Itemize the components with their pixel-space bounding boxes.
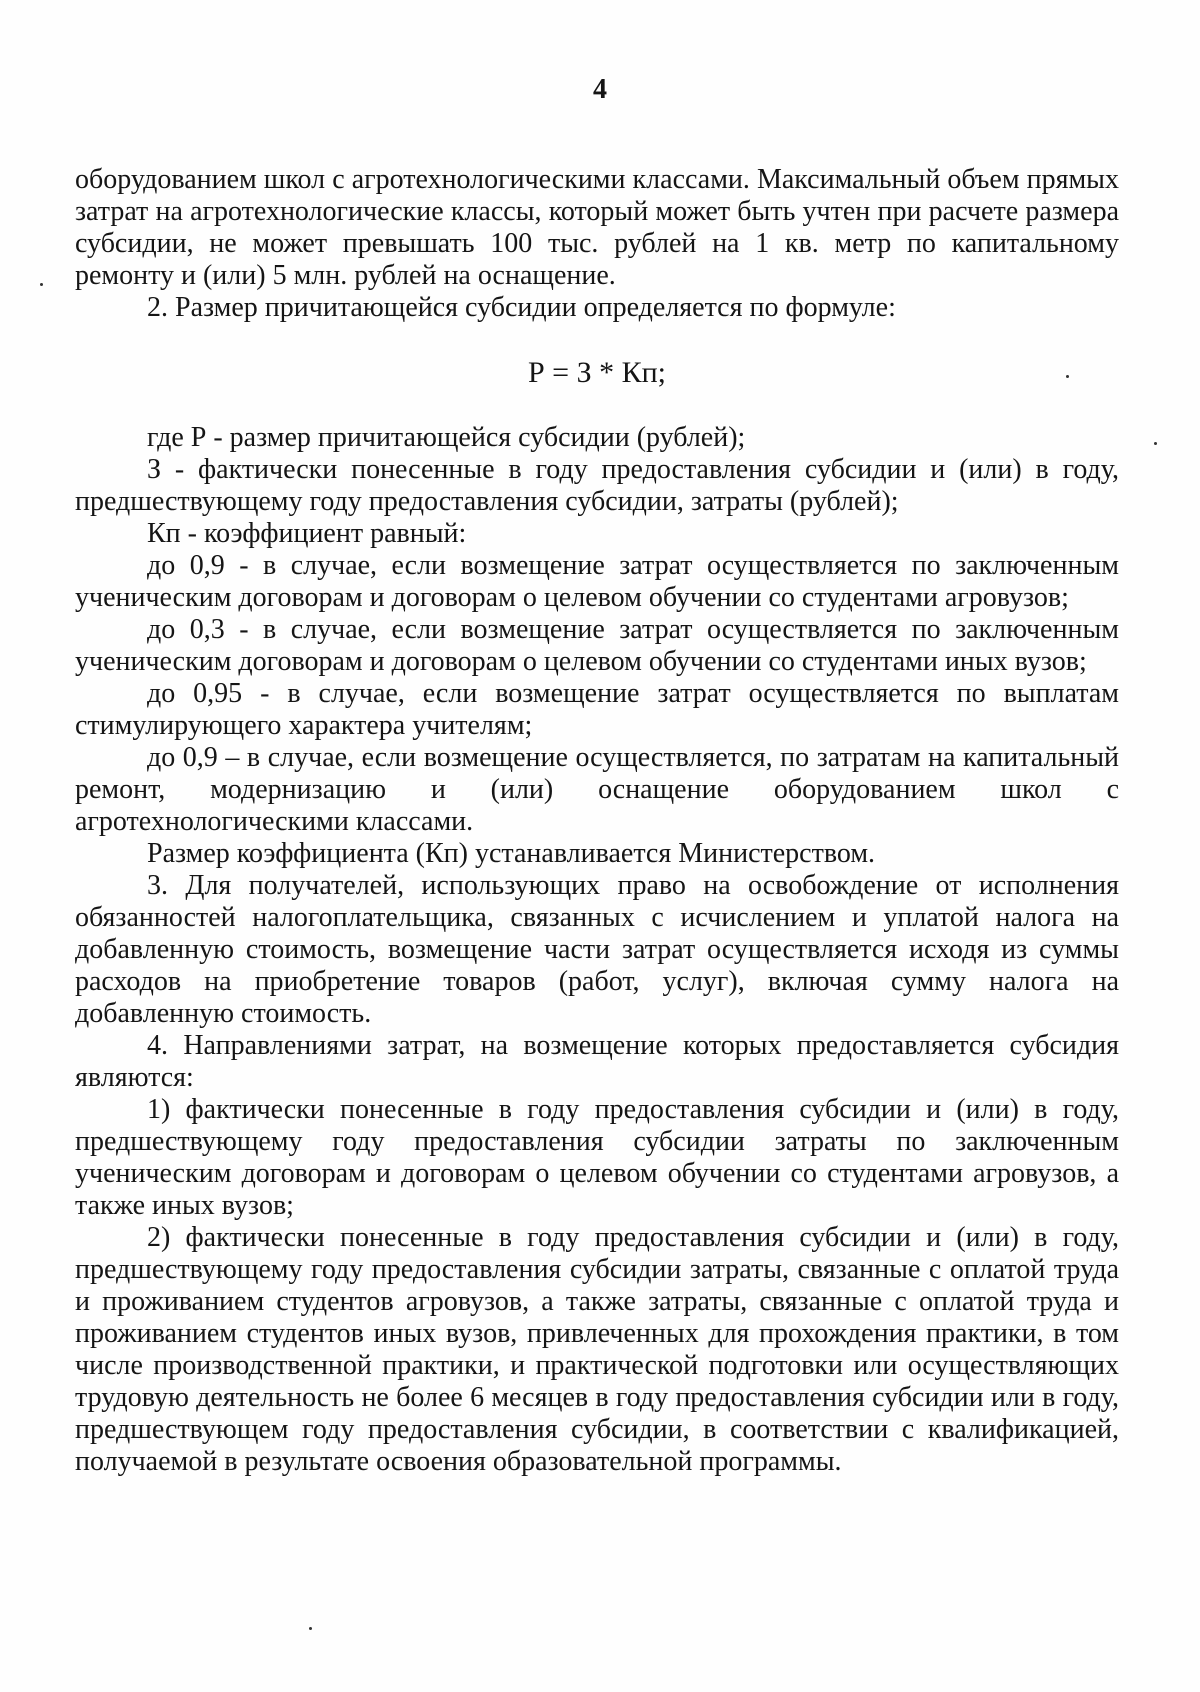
scan-speck — [40, 283, 43, 286]
formula: Р = З * Кп; — [527, 356, 667, 389]
definition-kp: Кп - коэффициент равный: — [147, 518, 467, 549]
page-number: 4 — [593, 74, 607, 105]
coefficient-agrovuz: до 0,9 - в случае, если возмещение затрат осуществляется по заключенным ученическим договорам и договорам о целевом обучении со студентами агровузов; — [75, 550, 1119, 613]
definition-z: З - фактически понесенные в году предоставления субсидии и (или) в году, предшествующему году предоставления субсидии, затраты (рублей); — [75, 454, 1119, 517]
definition-p: где Р - размер причитающейся субсидии (рублей); — [147, 422, 746, 453]
direction-item-1: 1) фактически понесенные в году предоставления субсидии и (или) в году, предшествующему году предоставления субсидии затраты по заключенным ученическим договорам и договорам о целевом обучении со студентами агровузов, а также иных вузов; — [75, 1094, 1119, 1221]
scan-speck — [1154, 442, 1157, 445]
coefficient-schools: до 0,9 – в случае, если возмещение осуществляется, по затратам на капитальный ремонт, модернизацию и (или) оснащение оборудованием школ с агротехнологическими классами. — [75, 742, 1119, 837]
coefficient-other-vuz: до 0,3 - в случае, если возмещение затрат осуществляется по заключенным ученическим договорам и договорам о целевом обучении со студентами иных вузов; — [75, 614, 1119, 677]
paragraph-3-vat: 3. Для получателей, использующих право на освобождение от исполнения обязанностей налогоплательщика, связанных с исчислением и уплатой налога на добавленную стоимость, возмещение части затрат осуществляется исходя из суммы расходов на приобретение товаров (работ, услуг), включая сумму налога на добавленную стоимость. — [75, 870, 1119, 1029]
document-body — [75, 164, 1119, 1478]
paragraph-formula-intro: 2. Размер причитающейся субсидии определяется по формуле: — [147, 292, 896, 323]
coefficient-ministry: Размер коэффициента (Кп) устанавливается Министерством. — [147, 838, 876, 869]
direction-item-2: 2) фактически понесенные в году предоставления субсидии и (или) в году, предшествующему году предоставления субсидии затраты, связанные с оплатой труда и проживанием студентов агровузов, а также затраты, связанные с оплатой труда и проживанием студентов иных вузов, привлеченных для прохождения практики, в том числе производственной практики, и практической подготовки или осуществляющих трудовую деятельность не более 6 месяцев в году предоставления субсидии или в году, предшествующем году предоставления субсидии, в соответствии с квалификацией, получаемой в результате освоения образовательной программы. — [75, 1222, 1119, 1477]
paragraph-continuation: оборудованием школ с агротехнологическими классами. Максимальный объем прямых затрат на агротехнологические классы, который может быть учтен при расчете размера субсидии, не может превышать 100 тыс. рублей на 1 кв. метр по капитальному ремонту и (или) 5 млн. рублей на оснащение. — [75, 164, 1119, 291]
paragraph-4-directions: 4. Направлениями затрат, на возмещение которых предоставляется субсидия являются: — [75, 1030, 1119, 1093]
scan-speck — [309, 1627, 312, 1630]
coefficient-teachers: до 0,95 - в случае, если возмещение затрат осуществляется по выплатам стимулирующего характера учителям; — [75, 678, 1119, 741]
scan-speck — [1066, 375, 1069, 378]
